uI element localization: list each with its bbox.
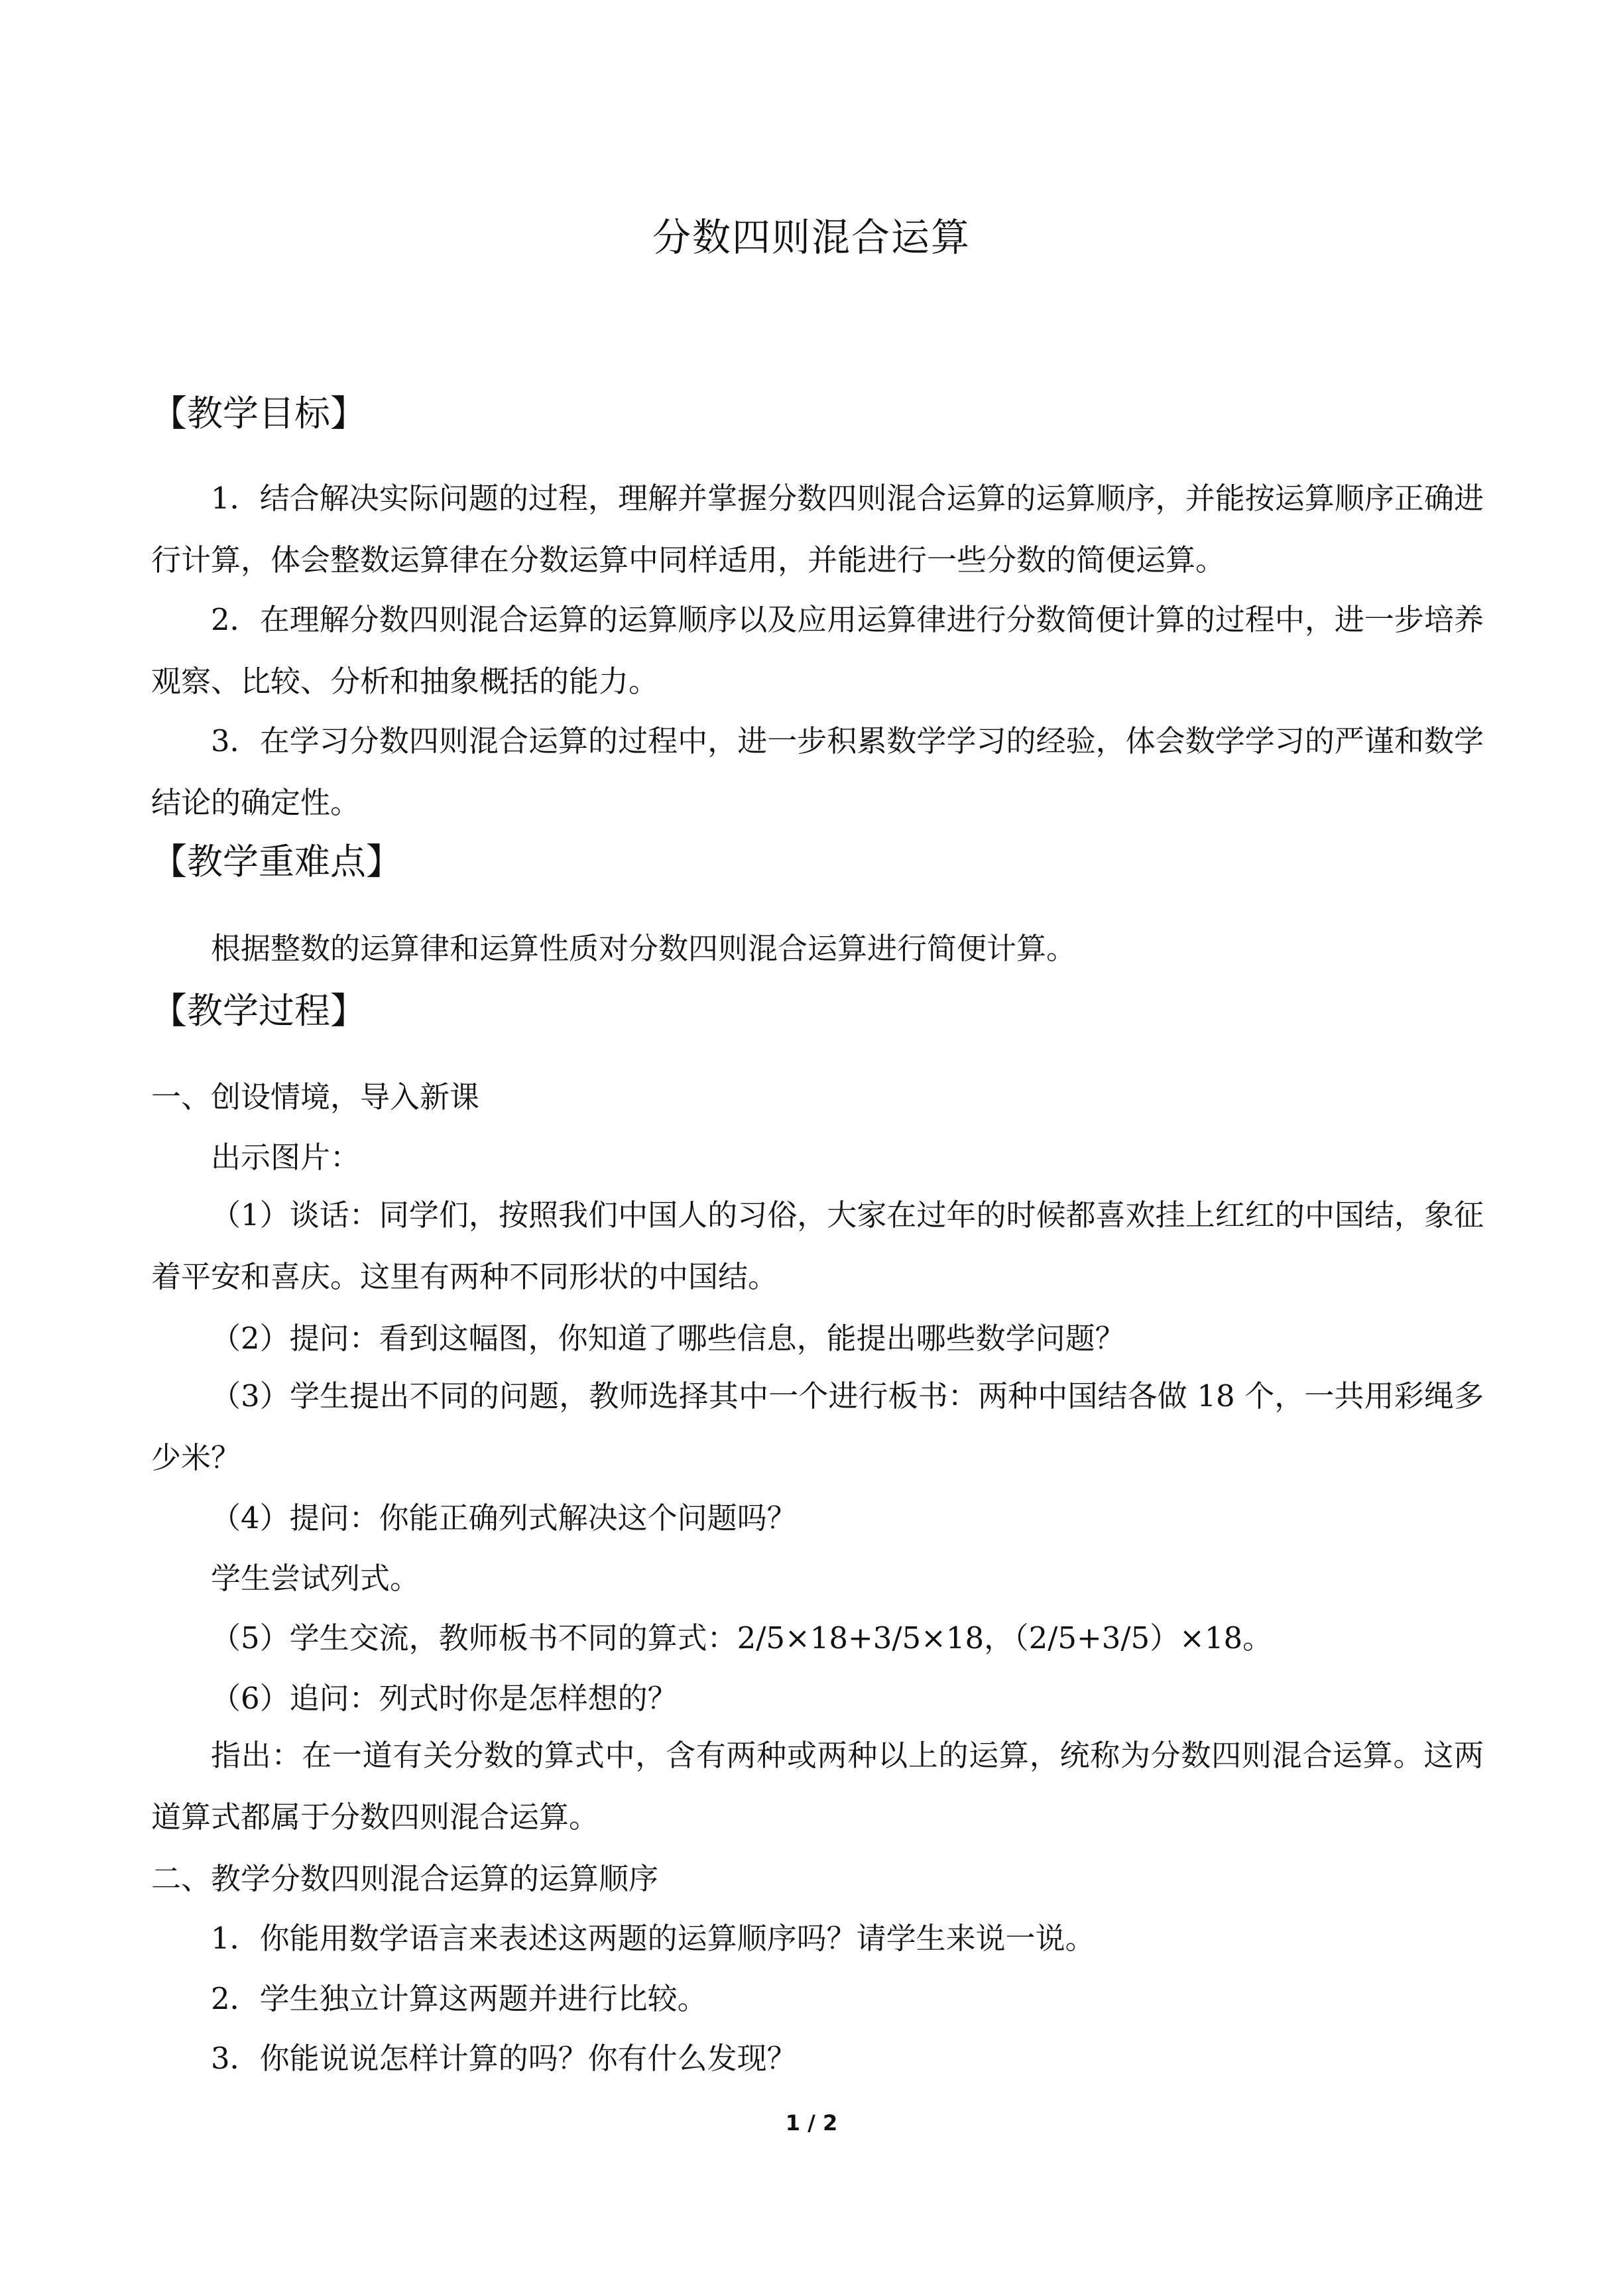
goal-1-paragraph: 1．结合解决实际问题的过程，理解并掌握分数四则混合运算的运算顺序，并能按运算顺序正确进行计算，体会整数运算律在分数运算中同样适用，并能进行一些分数的简便运算。 — [151, 481, 1484, 577]
heading-teaching-goals: 【教学目标】 — [151, 393, 366, 434]
step-4-text: （4）提问：你能正确列式解决这个问题吗？ — [211, 1500, 797, 1536]
step-3-paragraph: （3）学生提出不同的问题，教师选择其中一个进行板书：两种中国结各做 18 个，一共用彩绳多少米？ — [151, 1378, 1484, 1475]
step-2-text: （2）提问：看到这幅图，你知道了哪些信息，能提出哪些数学问题？ — [211, 1321, 1125, 1356]
heading-teaching-process: 【教学过程】 — [151, 990, 366, 1032]
step-1-paragraph: （1）谈话：同学们，按照我们中国人的习俗，大家在过年的时候都喜欢挂上红红的中国结，象征着平安和喜庆。这里有两种不同形状的中国结。 — [151, 1197, 1484, 1294]
question-2-text: 2．学生独立计算这两题并进行比较。 — [211, 1981, 707, 2016]
step-4b-text: 学生尝试列式。 — [211, 1561, 420, 1596]
part-1-title: 一、创设情境，导入新课 — [151, 1079, 480, 1115]
goal-2-paragraph: 2．在理解分数四则混合运算的运算顺序以及应用运算律进行分数简便计算的过程中，进一步培养观察、比较、分析和抽象概括的能力。 — [151, 602, 1484, 699]
show-picture-text: 出示图片： — [211, 1140, 361, 1175]
step-5-text: （5）学生交流，教师板书不同的算式：2/5×18+3/5×18，（2/5+3/5）×18。 — [211, 1620, 1273, 1656]
question-1-text: 1．你能用数学语言来表述这两题的运算顺序吗？请学生来说一说。 — [211, 1921, 1095, 1956]
point-out-paragraph: 指出：在一道有关分数的算式中，含有两种或两种以上的运算，统称为分数四则混合运算。这两道算式都属于分数四则混合运算。 — [151, 1738, 1484, 1835]
heading-key-points: 【教学重难点】 — [151, 841, 402, 882]
part-2-title: 二、教学分数四则混合运算的运算顺序 — [151, 1861, 659, 1896]
key-points-text: 根据整数的运算律和运算性质对分数四则混合运算进行简便计算。 — [211, 931, 1077, 966]
step-6-text: （6）追问：列式时你是怎样想的？ — [211, 1681, 678, 1716]
page-number: 1 / 2 — [785, 2110, 838, 2136]
document-title: 分数四则混合运算 — [652, 215, 971, 260]
goal-3-paragraph: 3．在学习分数四则混合运算的过程中，进一步积累数学学习的经验，体会数学学习的严谨和数学结论的确定性。 — [151, 723, 1484, 820]
question-3-text: 3．你能说说怎样计算的吗？你有什么发现？ — [211, 2041, 797, 2076]
